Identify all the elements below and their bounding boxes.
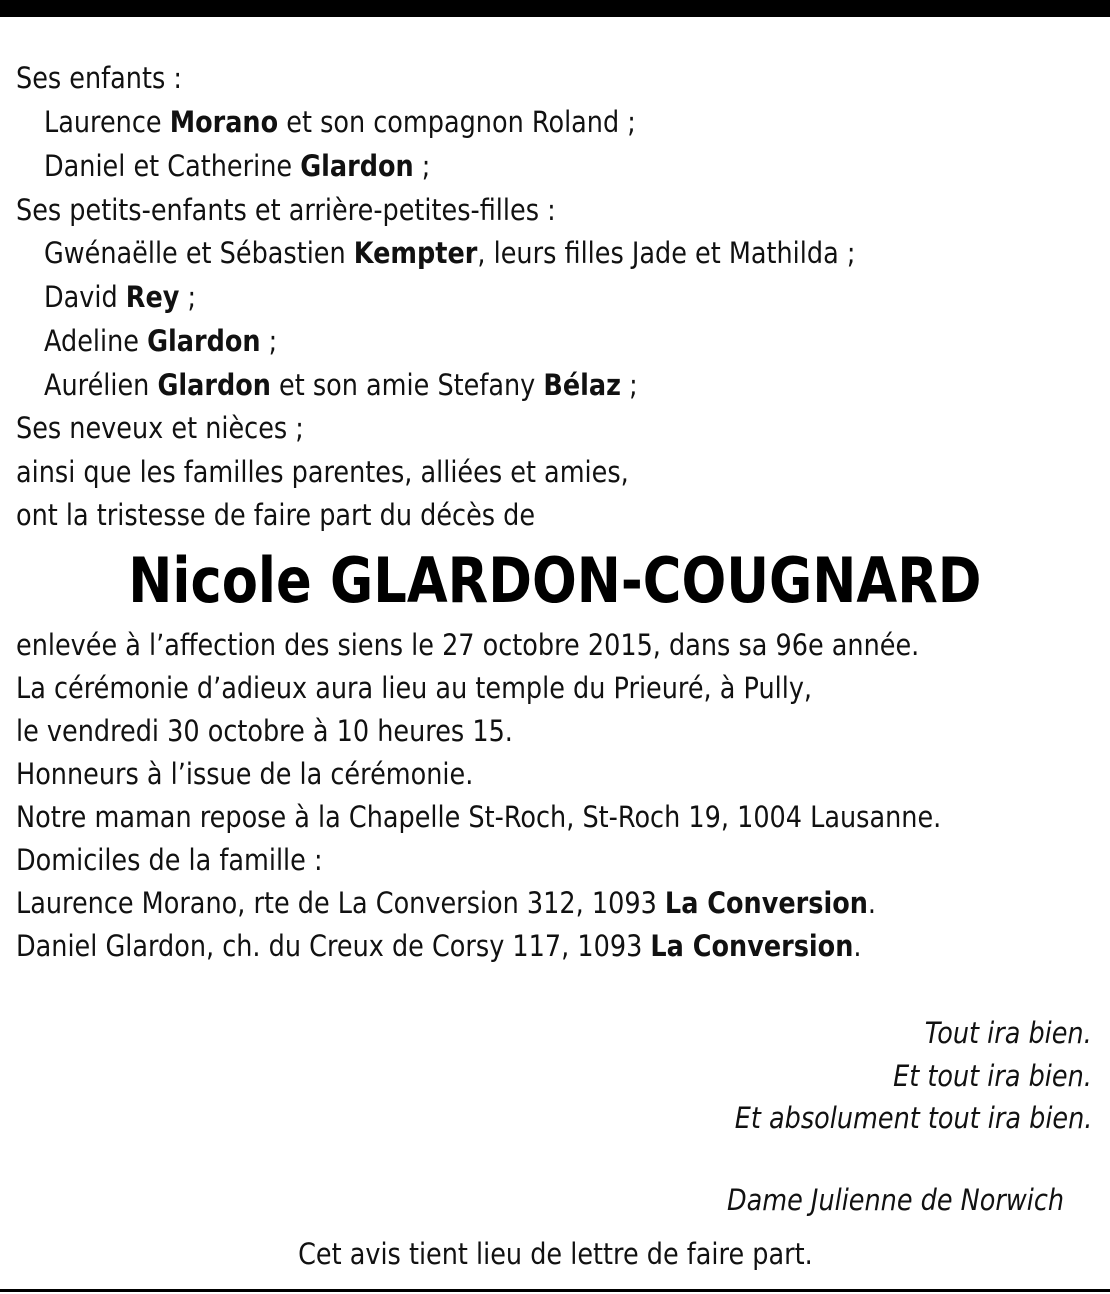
domicile-entry-morano: [16, 883, 876, 923]
nephews-line: Ses neveux et nièces ;: [16, 411, 304, 445]
grandchild-entry-rey: [44, 277, 196, 317]
child-surname: Glardon: [300, 149, 414, 183]
grandchild-surname: Rey: [125, 280, 180, 314]
grandchild-surname: Glardon: [147, 324, 261, 358]
child-entry-morano: [44, 102, 636, 142]
partner-surname: Bélaz: [543, 368, 621, 402]
grandchild-surname: Kempter: [353, 236, 478, 270]
bottom-border-rule: [0, 1289, 1110, 1292]
sorrow-line: ont la tristesse de faire part du décès de: [16, 498, 536, 532]
footnote-text: Cet avis tient lieu de lettre de faire part.: [297, 1237, 813, 1271]
child-first-names: Laurence: [44, 105, 170, 139]
domicile-entry-glardon: [16, 926, 861, 966]
quote-author: Dame Julienne de Norwich: [726, 1183, 1064, 1217]
grandchild-middle: et son amie Stefany: [270, 368, 544, 402]
domicile-place: La Conversion: [664, 886, 868, 920]
quote-line-3: Et absolument tout ira bien.: [734, 1101, 1092, 1135]
grandchild-entry-kempter: [44, 233, 855, 273]
ceremony-line-2: le vendredi 30 octobre à 10 heures 15.: [16, 714, 513, 748]
rest-location-line: Notre maman repose à la Chapelle St-Roch, St-Roch 19, 1004 Lausanne.: [16, 800, 942, 834]
grandchild-entry-adeline: [44, 321, 277, 361]
grandchild-entry-aurelien: [44, 365, 638, 405]
domicile-address: Daniel Glardon, ch. du Creux de Corsy 117, 1093: [16, 929, 651, 963]
deceased-name: Nicole GLARDON-COUGNARD: [128, 544, 982, 617]
passing-line: enlevée à l’affection des siens le 27 octobre 2015, dans sa 96e année.: [16, 628, 920, 662]
families-line: ainsi que les familles parentes, alliées et amies,: [16, 455, 629, 489]
grandchild-rest: ;: [260, 324, 278, 358]
grandchild-first-names: Aurélien: [44, 368, 158, 402]
grandchildren-heading: Ses petits-enfants et arrière-petites-filles :: [16, 193, 556, 227]
ceremony-line-1: La cérémonie d’adieux aura lieu au temple du Prieuré, à Pully,: [16, 671, 813, 705]
domicile-end: .: [867, 886, 877, 920]
grandchild-first-names: David: [44, 280, 126, 314]
grandchild-rest: ;: [620, 368, 638, 402]
deceased-name-heading: [0, 546, 1110, 616]
grandchild-rest: ;: [179, 280, 197, 314]
child-entry-glardon: [44, 146, 430, 186]
grandchild-first-names: Gwénaëlle et Sébastien: [44, 236, 354, 270]
grandchild-surname: Glardon: [157, 368, 271, 402]
children-heading: Ses enfants :: [16, 61, 183, 95]
domicile-place: La Conversion: [650, 929, 854, 963]
child-rest: ;: [413, 149, 431, 183]
grandchild-first-names: Adeline: [44, 324, 148, 358]
child-surname: Morano: [169, 105, 279, 139]
grandchild-rest: , leurs filles Jade et Mathilda ;: [477, 236, 856, 270]
domiciles-heading: Domiciles de la famille :: [16, 843, 323, 877]
quote-line-2: Et tout ira bien.: [893, 1059, 1092, 1093]
domicile-end: .: [853, 929, 862, 963]
footnote-line: [0, 1234, 1110, 1274]
domicile-address: Laurence Morano, rte de La Conversion 312, 1093: [16, 886, 665, 920]
honours-line: Honneurs à l’issue de la cérémonie.: [16, 757, 474, 791]
child-rest: et son compagnon Roland ;: [278, 105, 636, 139]
quote-line-1: Tout ira bien.: [925, 1016, 1092, 1050]
child-first-names: Daniel et Catherine: [44, 149, 301, 183]
